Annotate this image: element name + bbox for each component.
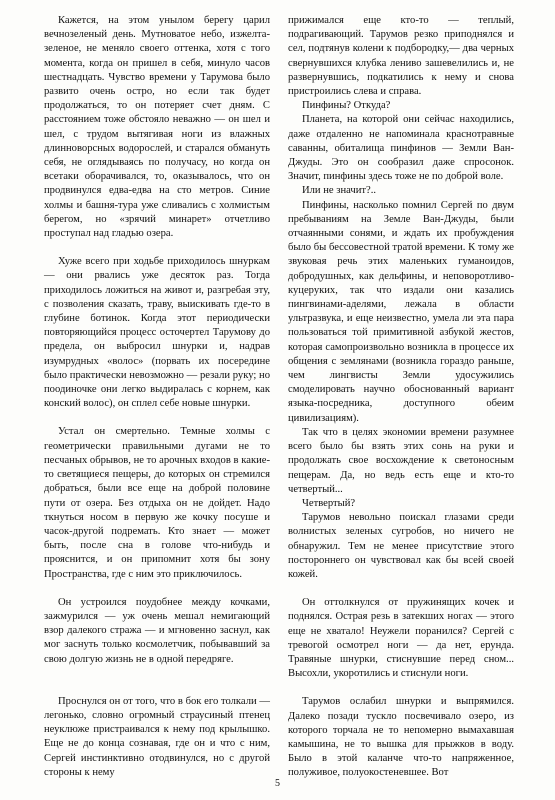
paragraph: прижимался еще кто-то — теплый, подрагивающий. Тарумов резко приподнялся и сел, подтянув колени к подбородку,— два черных свернувшихся клубка лениво зашевелились и, не развернувшись, подкатились к нему и снова пристроились слева и справа. — [288, 15, 514, 98]
paragraph: Так что в целях экономии времени разумнее всего было бы взять этих сонь на руки и продолжать свое восхождение к светоносным пещерам. Да, но ведь есть еще и кто-то четвертый... — [288, 426, 514, 495]
paragraph: Тарумов невольно поискал глазами среди волнистых зеленых сугробов, но ничего не обнаружил. Тем не менее присутствие этого постороннего он чувствовал как бы всей своей кожей. — [288, 512, 514, 580]
paragraph: Пинфины, насколько помнил Сергей по двум пребываниям на Земле Ван-Джуды, были отчаянными сонями, и ждать их пробуждения было бы бессовестной тратой времени. К тому же звуковая речь этих маленьких гуманоидов, добродушных, как дельфины, и неповоротливо-куцеруких, так что издали они казались пингвинами-аделями, лежала в области ультразвука, и еще неизвестно, умела ли эта пара пользоваться той примитивной азбукой жестов, которая самопроизвольно возникла в процессе их общения с землянами (возникла гораздо раньше, чем лингвисты Земли удосужились смоделировать научно обоснованный вариант языка-посредника, доступного обеим цивилизациям). — [288, 199, 514, 424]
paragraph: Четвертый? — [302, 497, 356, 509]
paragraph: Тарумов ослабил шнурки и выпрямился. Далеко позади тускло посвечивало озеро, из которого торчала не то непомерно вымахавшая камышина, не то вышка для прыжков в воду. Было в этой каланче что-то напряженное, полуживое, полуокостеневшее. Вот — [288, 696, 514, 779]
paragraph: Пинфины? Откуда? — [302, 100, 391, 112]
paragraph: Или не значит?.. — [302, 185, 377, 197]
paragraph: Планета, на которой они сейчас находились, даже отдаленно не напоминала краснотравные саванны, обиталища пинфинов — Земли Ван-Джуды. Это он сообразил даже спросонок. Значит, пинфины здесь тоже не по доброй воле. — [288, 114, 514, 183]
page-number: 5 — [275, 778, 280, 789]
right-column — [288, 14, 514, 781]
left-column — [44, 14, 270, 780]
paragraph: Устал он смертельно. Темные холмы с геометрически правильными дугами не то песчаных обрывов, не то арочных входов в какие-то светящиеся пещеры, до которых он стремился добраться, были все еще на доброй половине пути от озера. Без отдыха он не дойдет. Надо ткнуться носом в первую же кочку посуше и часок-другой подремать. Кто знает — может быть, после сна в голове что-нибудь и прояснится, и он припомнит хотя бы зону Пространства, где с ним это приключилось. — [44, 426, 270, 580]
paragraph: Он устроился поудобнее между кочками, зажмурился — уж очень мешал немигающий взор далекого стража — и мгновенно заснул, как мог заснуть только космолетчик, побывавший за свою долгую жизнь не в одной передряге. — [44, 596, 270, 665]
paragraph: Он оттолкнулся от пружинящих кочек и поднялся. Острая резь в затекших ногах — этого еще не хватало! Неужели поранился? Сергей с тревогой осмотрел ноги — да нет, ерунда. Травяные шнурки, стиснувшие перед сном... Высохли, укоротились и стиснули ноги. — [288, 597, 514, 680]
paragraph: Кажется, на этом унылом берегу царил вечнозеленый день. Мутноватое небо, изжелта-зеленое, не меняло своего оттенка, хотя с того момента, когда он пришел в себя, минуло часов шестнадцать. Чувство времени у Тарумова было развито очень остро, но если так будет продолжаться, то он потеряет счет дням. С расстоянием тоже обстояло неважно — он шел и шел, с трудом вытягивая ноги из влажных длинноворсных водорослей, и старался обмануть себя, не оглядываясь по получасу, но когда он всетаки оборачивался, то, оказывалось, что он продвинулся едва-едва на сто метров. Синие холмы и башня-тура уже сливались с холмистым берегом, но «зрячий минарет» отчетливо проступал над гладью озера. — [44, 15, 270, 240]
paragraph: Проснулся он от того, что в бок его толкали — легонько, словно огромный страусиный птенец неуклюже пристраивался к нему под крылышко. Еще не до конца сознавая, где он и что с ним, Сергей инстинктивно отодвинулся, но с другой стороны к нему — [44, 695, 270, 778]
paragraph: Хуже всего при ходьбе приходилось шнуркам — они рвались уже десяток раз. Тогда приходилось ложиться на живот и, разгребая эту, с позволения сказать, траву, выискивать где-то в глубине ботинок. Когда этот периодически повторяющийся процесс осточертел Тарумову до предела, он выбросил шнурки и, надрав изумрудных «волос» (порвать их посередине было практически невозможно — резали руку; но поодиночке они легко выдиралась с корнем, как конский волос), он сплел себе новые шнурки. — [44, 256, 270, 410]
